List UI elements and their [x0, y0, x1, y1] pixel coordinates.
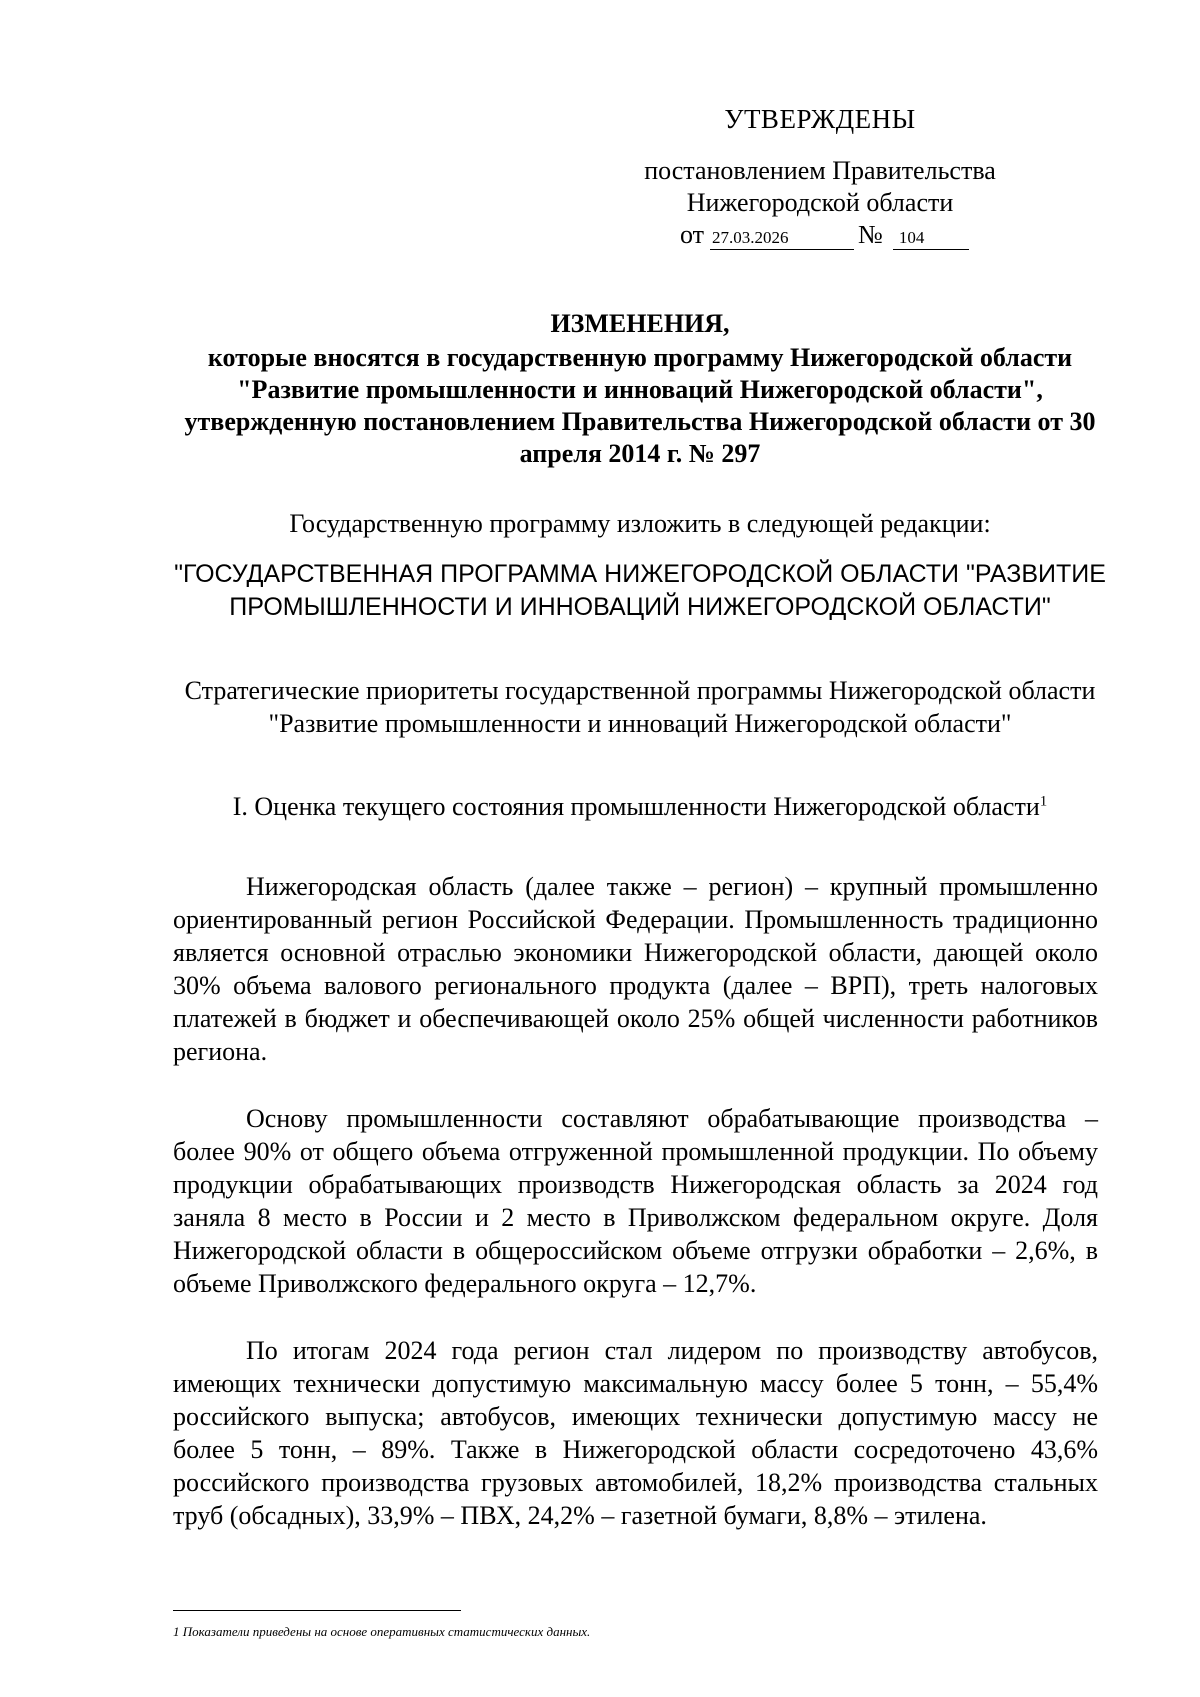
- paragraph-1: [173, 870, 1098, 1068]
- approval-line-government: постановлением Правительства: [644, 156, 996, 185]
- footnote-separator: [173, 1610, 461, 1611]
- section-heading: [150, 790, 1130, 823]
- paragraph-text: По итогам 2024 года регион стал лидером по производству автобусов, имеющих технически допустимую максимальную массу более 5 тонн, – 55,4% российского выпуска; автобусов, имеющих технически допустимую массу не более 5 тонн, – 89%. Также в Нижегородской области сосредоточено 43,6% российского производства грузовых автомобилей, 18,2% производства стальных труб (обсадных), 33,9% – ПВХ, 24,2% – газетной бумаги, 8,8% – этилена.: [173, 1336, 1098, 1530]
- strategic-title: Стратегические приоритеты государственной программы Нижегородской области "Развитие промышленности и инноваций Нижегородской области": [184, 676, 1096, 738]
- approval-date-row: [680, 220, 969, 250]
- program-title: "ГОСУДАРСТВЕННАЯ ПРОГРАММА НИЖЕГОРОДСКОЙ ОБЛАСТИ "РАЗВИТИЕ ПРОМЫШЛЕННОСТИ И ИННОВАЦИЙ НИЖЕГОРОДСКОЙ ОБЛАСТИ": [174, 560, 1106, 621]
- paragraph-3: [173, 1334, 1098, 1532]
- approval-number: 104: [893, 227, 969, 250]
- paragraph-text: Нижегородская область (далее также – регион) – крупный промышленно ориентированный регион Российской Федерации. Промышленность традиционно является основной отраслью экономики Нижегородской области, дающей около 30% объема валового регионального продукта (далее – ВРП), треть налоговых платежей в бюджет и обеспечивающей около 25% общей численности работников региона.: [173, 872, 1098, 1066]
- approval-line-region: Нижегородской области: [686, 188, 954, 217]
- section-title: I. Оценка текущего состояния промышленности Нижегородской области: [232, 792, 1040, 821]
- approval-title: УТВЕРЖДЕНЫ: [724, 104, 916, 134]
- footnote: 1 Показатели приведены на основе оперативных статистических данных.: [173, 1624, 591, 1639]
- number-sign: №: [858, 220, 883, 249]
- paragraph-2: [173, 1102, 1098, 1300]
- date-prefix: от: [680, 220, 705, 249]
- changes-title: ИЗМЕНЕНИЯ,: [550, 309, 730, 338]
- changes-subtitle: которые вносятся в государственную программу Нижегородской области "Развитие промышленности и инноваций Нижегородской области", утвержденную постановлением Правительства Нижегородской области от 30 апреля 2014 г. № 297: [184, 343, 1096, 468]
- paragraph-text: Основу промышленности составляют обрабатывающие производства – более 90% от общего объема отгруженной промышленной продукции. По объему продукции обрабатывающих производств Нижегородская область за 2024 год заняла 8 место в России и 2 место в Приволжском федеральном округе. Доля Нижегородской области в общероссийском объеме отгрузки обработки – 2,6%, в объеме Приволжского федерального округа – 12,7%.: [173, 1104, 1098, 1298]
- approval-date: 27.03.2026: [710, 227, 854, 250]
- intro-text: Государственную программу изложить в следующей редакции:: [289, 509, 991, 538]
- footnote-ref: 1: [1039, 793, 1048, 810]
